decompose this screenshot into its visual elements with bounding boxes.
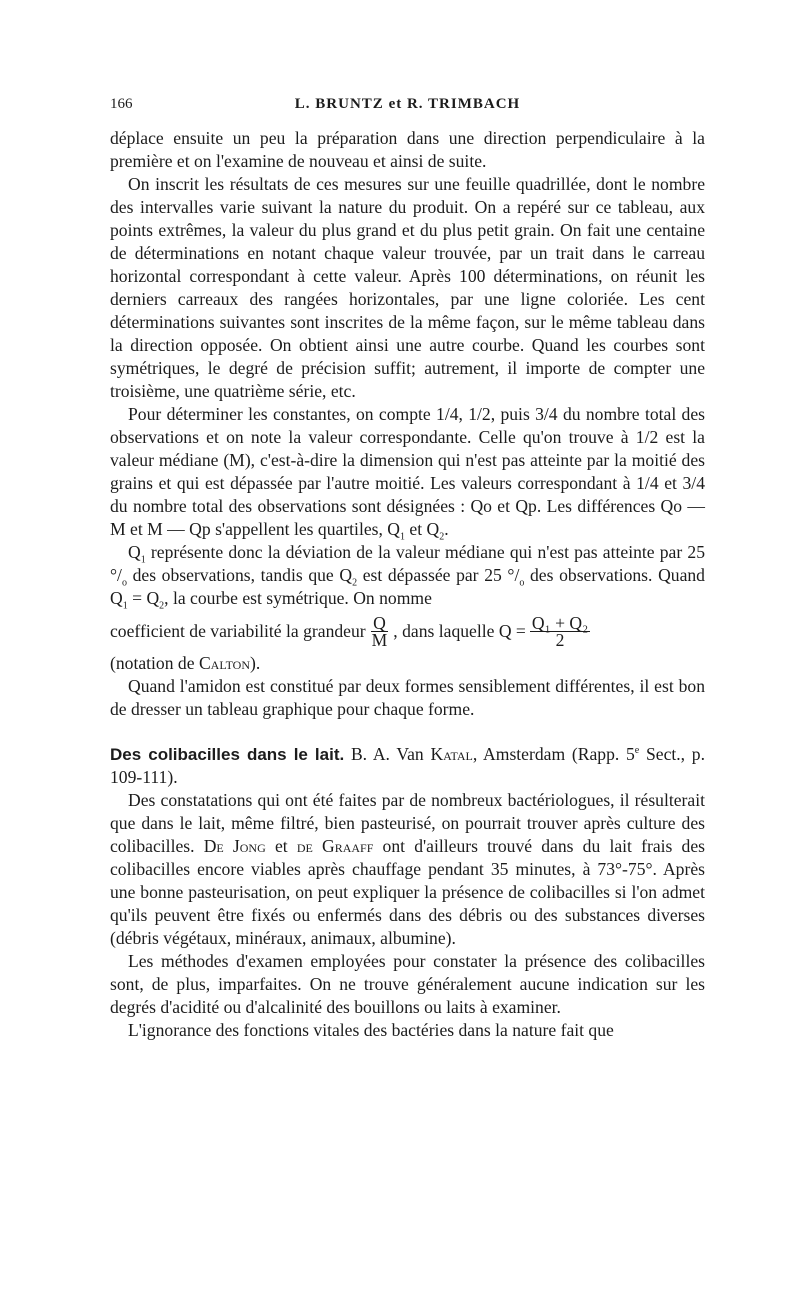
text-span: et Q bbox=[405, 519, 440, 539]
author-name: Calton bbox=[198, 653, 251, 673]
fraction-denominator: 2 bbox=[555, 629, 565, 650]
text-span: B. A. Van bbox=[344, 744, 431, 764]
subscript: 2 bbox=[159, 600, 165, 612]
text-span: Sect., p. 109-111). bbox=[110, 744, 705, 787]
paragraph-ignorance: L'ignorance des fonctions vitales des bactéries dans la nature fait que bbox=[128, 1020, 614, 1040]
paragraph-amidon: Quand l'amidon est constitué par deux formes sensiblement différentes, il est bon de dresser un tableau graphique pour chaque forme. bbox=[110, 676, 705, 719]
paragraph-constatations bbox=[110, 789, 705, 950]
page-header bbox=[110, 96, 705, 118]
text-span: ont d'ailleurs trouvé dans du lait frais des colibacilles encore viables après chauffage pendant 35 minutes, à 73°-75°. Après une bonne pasteurisation, on peut expliquer la présence de colibacilles si l'on admet qu'ils peuvent être fixés ou enfermés dans des débris ou des substances diverses (débris végétaux, minéraux, animaux, albumine). bbox=[110, 836, 705, 948]
text-span: , la courbe est symétrique. On nomme bbox=[164, 588, 432, 608]
formula-line bbox=[110, 610, 705, 652]
subscript: o bbox=[121, 577, 127, 589]
text-span: représente donc la déviation de la valeur médiane qui n'est pas atteinte par 25 °/ bbox=[110, 542, 705, 585]
paragraph-notation bbox=[110, 652, 705, 675]
fraction-numerator: Q bbox=[373, 612, 386, 633]
author-name: De Jong bbox=[203, 836, 266, 856]
subscript: 1 bbox=[140, 554, 146, 566]
running-title: L. BRUNTZ et R. TRIMBACH bbox=[294, 96, 521, 112]
subscript: 1 bbox=[400, 531, 405, 543]
text-span: des observations, tandis que Q bbox=[126, 565, 353, 585]
paragraph-results: On inscrit les résultats de ces mesures sur une feuille quadrillée, dont le nombre des intervalles varie suivant la nature du produit. On a repéré sur ce tableau, aux points extrêmes, la valeur du plus grand et du plus petit grain. On fait une centaine de déterminations en notant chaque valeur trouvée, par un trait dans le carreau horizontal correspondant à cette valeur. Après 100 déterminations, on réunit les derniers carreaux des rangées horizontales, par une ligne coloriée. Les cent déterminations suivantes sont inscrites de la même façon, sur le même tableau dans la direction opposée. On obtient ainsi une autre courbe. Quand les courbes sont symétriques, le degré de précision suffit; autrement, il importe de compter une troisième, une quatrième série, etc. bbox=[110, 174, 705, 401]
fraction-q-mean bbox=[530, 612, 590, 650]
paragraph-quartiles bbox=[110, 541, 705, 610]
text-span: ). bbox=[250, 653, 261, 673]
text-span: et bbox=[265, 836, 297, 856]
superscript: e bbox=[634, 745, 640, 757]
subscript: o bbox=[519, 577, 525, 589]
fraction-denominator: M bbox=[371, 629, 388, 650]
body-text bbox=[110, 127, 705, 1042]
paragraph-constants bbox=[110, 403, 705, 541]
subscript: 1 bbox=[122, 600, 128, 612]
text-span: (notation de bbox=[110, 653, 199, 673]
paragraph-continuation: déplace ensuite un peu la préparation dans une direction perpendiculaire à la première et on l'examine de nouveau et ainsi de suite. bbox=[110, 128, 705, 171]
paragraph-methodes: Les méthodes d'examen employées pour constater la présence des colibacilles sont, de plus, imparfaites. On ne trouve généralement aucune indication sur les degrés d'acidité ou d'alcalinité des bouillons ou laits à examiner. bbox=[110, 951, 705, 1017]
section-title: Des colibacilles dans le lait. bbox=[110, 745, 345, 764]
fraction-numerator: Q₁ + Q₂ bbox=[531, 612, 589, 633]
fraction-q-over-m bbox=[370, 612, 390, 650]
text-span: = Q bbox=[127, 588, 160, 608]
subscript: 2 bbox=[352, 577, 358, 589]
formula-text: coefficient de variabilité la grandeur bbox=[110, 620, 366, 641]
text-span: Q bbox=[128, 542, 141, 562]
author-name: Katal bbox=[430, 744, 473, 764]
text-span: des observations. Quand Q bbox=[110, 565, 705, 608]
text-span: . bbox=[444, 519, 449, 539]
text-span: , Amsterdam (Rapp. 5 bbox=[472, 744, 635, 764]
section-gap bbox=[110, 721, 705, 743]
text-span: Des constatations qui ont été faites par de nombreux bactériologues, il résulterait que dans le lait, même filtré, bien pasteurisé, on pourrait trouver après culture des colibacilles. bbox=[110, 790, 705, 856]
section-heading bbox=[110, 743, 705, 789]
formula-text: , dans laquelle Q = bbox=[393, 620, 526, 641]
text-span: Pour déterminer les constantes, on compte 1/4, 1/2, puis 3/4 du nombre total des observations et on note la valeur correspondante. Celle qu'on trouve à 1/2 est la valeur médiane (M), c'est-à-dire la dimension qui n'est pas atteinte par la moitié des grains et qui est dépassée par l'autre moitié. Les valeurs correspondant à 1/4 et 3/4 du nombre total des observations sont désignées : Qo et Qp. Les différences Qo — M et M — Qp s'appellent les quartiles, Q bbox=[110, 404, 705, 539]
subscript: 2 bbox=[439, 531, 445, 543]
page-number: 166 bbox=[110, 96, 133, 112]
text-span: est dépassée par 25 °/ bbox=[357, 565, 520, 585]
author-name: de Graaff bbox=[296, 836, 374, 856]
